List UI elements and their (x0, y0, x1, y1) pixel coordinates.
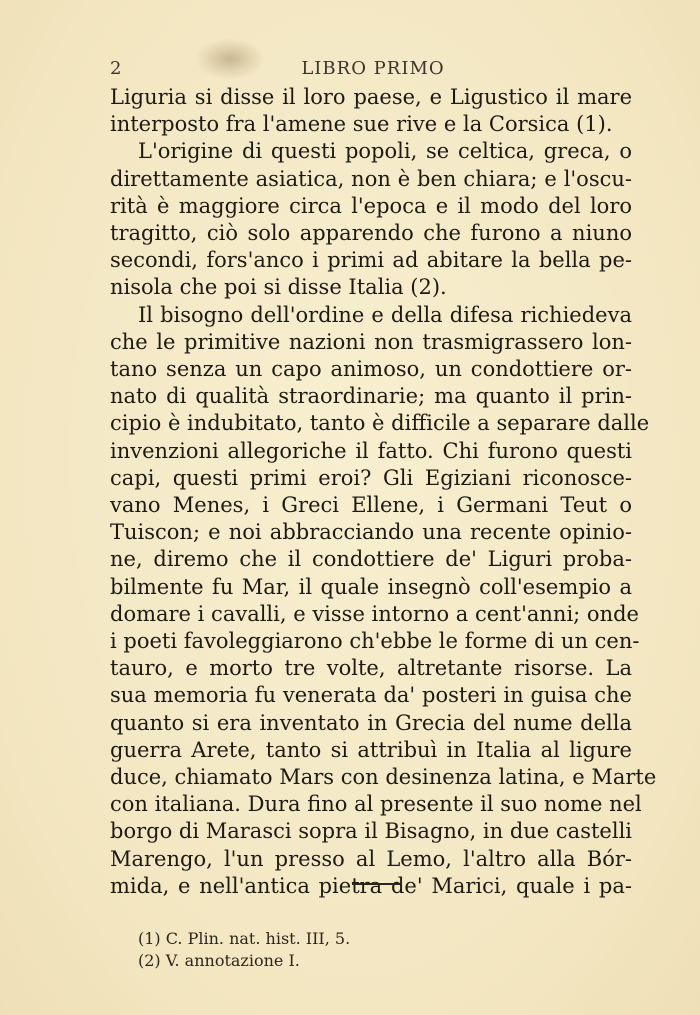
text-line: tauro, e morto tre volte, altretante risorse. La (110, 656, 632, 681)
text-line: Il bisogno dell'ordine e della difesa richiedeva (138, 302, 632, 327)
text-line: guerra Arete, tanto si attribuì in Italia al ligure (110, 737, 632, 762)
text-line: Marengo, l'un presso al Lemo, l'altro alla Bór- (110, 846, 632, 871)
text-line: nisola che poi si disse Italia (2). (110, 275, 447, 300)
text-line: duce, chiamato Mars con desinenza latina, e Marte (110, 765, 657, 790)
text-line: borgo di Marasci sopra il Bisagno, in due castelli (110, 819, 632, 844)
footnotes (138, 928, 538, 972)
text-line: secondi, fors'anco i primi ad abitare la bella pe- (110, 248, 632, 273)
text-line: i poeti favoleggiarono ch'ebbe le forme di un cen- (110, 629, 640, 654)
text-line: Tuiscon; e noi abbracciando una recente opinio- (110, 520, 632, 545)
text-line: capi, questi primi eroi? Gli Egiziani riconosce- (110, 465, 632, 490)
text-line: che le primitive nazioni non trasmigrassero lon- (110, 329, 632, 354)
running-title: LIBRO PRIMO (301, 58, 445, 79)
page-header (108, 58, 638, 86)
text-line: con italiana. Dura fino al presente il suo nome nel (110, 792, 642, 817)
footnote: (2) V. annotazione I. (138, 951, 300, 970)
footnote: (1) C. Plin. nat. hist. III, 5. (138, 929, 351, 948)
text-line: vano Menes, i Greci Ellene, i Germani Teut o (110, 493, 632, 518)
text-line: tragitto, ciò solo apparendo che furono a niuno (110, 221, 632, 246)
text-line: tano senza un capo animoso, un condottiere or- (110, 357, 632, 382)
text-line: domare i cavalli, e visse intorno a cent'anni; onde (110, 601, 639, 626)
text-line: Liguria si disse il loro paese, e Ligustico il mare (110, 85, 632, 109)
text-line: cipio è indubitato, tanto è difficile a separare dalle (110, 411, 650, 436)
text-line: sua memoria fu venerata da' posteri in guisa che (110, 683, 632, 708)
text-line: bilmente fu Mar, il quale insegnò coll'esempio a (110, 574, 632, 599)
text-line: interposto fra l'amene sue rive e la Corsica (1). (110, 112, 613, 137)
text-line: mida, e nell'antica pietra de' Marici, quale i pa- (110, 873, 632, 898)
text-line: ne, diremo che il condottiere de' Liguri proba- (110, 547, 632, 572)
text-line: L'origine di questi popoli, se celtica, greca, o (138, 139, 632, 164)
footnote-divider (352, 883, 402, 885)
text-line: invenzioni allegoriche il fatto. Chi furono questi (110, 438, 632, 463)
text-line: direttamente asiatica, non è ben chiara; e l'oscu- (110, 166, 632, 191)
text-line: nato di qualità straordinarie; ma quanto il prin- (110, 384, 632, 409)
page-number: 2 (110, 58, 123, 79)
text-line: rità è maggiore circa l'epoca e il modo del loro (110, 193, 632, 218)
body-text (110, 84, 657, 900)
text-line: quanto si era inventato in Grecia del nume della (110, 710, 632, 735)
